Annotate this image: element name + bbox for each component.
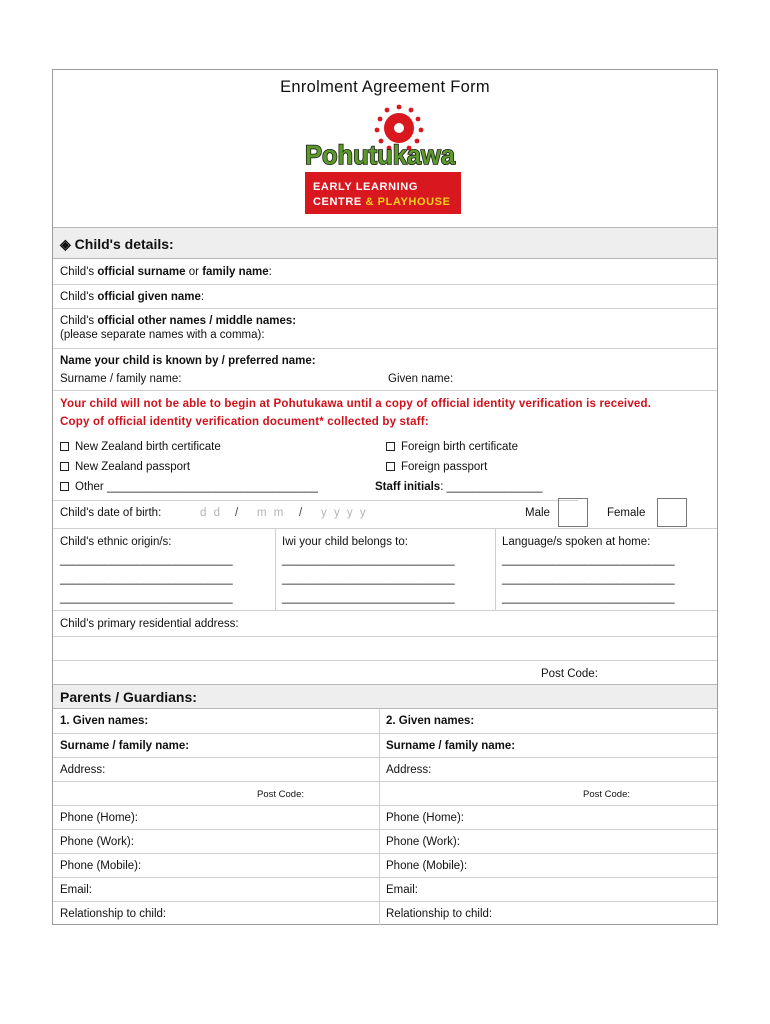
- form-sheet: [52, 69, 718, 925]
- parent2-postcode-label: Post Code:: [583, 789, 630, 800]
- checkbox-icon[interactable]: [386, 442, 395, 451]
- parent1-address-label: Address:: [60, 764, 106, 776]
- parent2-surname-label: Surname / family name:: [386, 740, 516, 752]
- preferred-name-row[interactable]: [53, 348, 717, 390]
- id-options: [53, 434, 717, 504]
- preferred-name-label: Name your child is known by / preferred name:: [60, 355, 316, 367]
- origin-row: [53, 528, 717, 610]
- id-warning-row: [53, 390, 717, 434]
- dob-slash-2: /: [299, 507, 303, 519]
- logo-line-2a: CENTRE: [313, 196, 366, 208]
- dob-month[interactable]: m m: [257, 507, 286, 519]
- parents-given-row[interactable]: [53, 709, 717, 733]
- iwi-line-2[interactable]: ___________________________: [282, 573, 455, 585]
- iwi-line-1[interactable]: ___________________________: [282, 554, 455, 566]
- parent1-phone-mobile-label: Phone (Mobile):: [60, 860, 142, 872]
- parents-phone-home-row[interactable]: [53, 805, 717, 829]
- parent2-email-label: Email:: [386, 884, 418, 896]
- language-label: Language/s spoken at home:: [502, 536, 651, 548]
- parent1-phone-work-label: Phone (Work):: [60, 836, 134, 848]
- parents-email-row[interactable]: [53, 877, 717, 901]
- parent2-relationship-label: Relationship to child:: [386, 908, 493, 920]
- female-checkbox[interactable]: [657, 498, 687, 527]
- surname-label: Child's official surname or family name:: [60, 266, 272, 278]
- other-names-label: Child's official other names / middle names:: [60, 315, 297, 327]
- language-line-3[interactable]: ___________________________: [502, 592, 675, 604]
- ethnic-line-3[interactable]: ___________________________: [60, 592, 233, 604]
- address-postcode-label: Post Code:: [541, 668, 598, 680]
- parent1-postcode-label: Post Code:: [257, 789, 304, 800]
- id-warning-text: Your child will not be able to begin at Pohutukawa until a copy of official identity verification is received.: [60, 398, 652, 410]
- childs-details-section: [53, 227, 717, 259]
- given-name-label: Child's official given name:: [60, 291, 205, 303]
- dob-label: Child's date of birth:: [60, 507, 162, 519]
- preferred-given-label: Given name:: [388, 373, 454, 385]
- logo-brand: Pohutukawa: [305, 140, 456, 170]
- iwi-line-3[interactable]: ___________________________: [282, 592, 455, 604]
- logo-line-2b: & PLAYHOUSE: [365, 196, 451, 208]
- language-line-1[interactable]: ___________________________: [502, 554, 675, 566]
- parents-section: [53, 684, 717, 709]
- parent1-given-label: 1. Given names:: [60, 715, 149, 727]
- dob-day[interactable]: d d: [200, 507, 222, 519]
- surname-row[interactable]: [53, 260, 717, 284]
- parent1-phone-home-label: Phone (Home):: [60, 812, 138, 824]
- parents-relationship-row[interactable]: [53, 901, 717, 925]
- nz-passport-option[interactable]: New Zealand passport: [60, 461, 190, 473]
- other-names-row[interactable]: [53, 308, 717, 348]
- parents-phone-mobile-row[interactable]: [53, 853, 717, 877]
- parents-postcode-row[interactable]: [53, 781, 717, 805]
- iwi-label: Iwi your child belongs to:: [282, 536, 408, 548]
- parent2-phone-work-label: Phone (Work):: [386, 836, 460, 848]
- language-line-2[interactable]: ___________________________: [502, 573, 675, 585]
- parent1-surname-label: Surname / family name:: [60, 740, 190, 752]
- other-names-note: (please separate names with a comma):: [60, 329, 265, 341]
- diamond-icon: ◈: [60, 236, 71, 252]
- preferred-surname-label: Surname / family name:: [60, 373, 182, 385]
- male-checkbox[interactable]: [558, 498, 588, 527]
- foreign-birth-certificate-option[interactable]: Foreign birth certificate: [386, 441, 518, 453]
- address-postcode-row[interactable]: [53, 660, 717, 684]
- logo-line-1: EARLY LEARNING: [313, 181, 418, 193]
- parent2-phone-mobile-label: Phone (Mobile):: [386, 860, 468, 872]
- dob-year[interactable]: y y y y: [321, 507, 368, 519]
- checkbox-icon[interactable]: [386, 462, 395, 471]
- parents-address-row[interactable]: [53, 757, 717, 781]
- foreign-passport-option[interactable]: Foreign passport: [386, 461, 487, 473]
- dob-row[interactable]: [53, 500, 717, 528]
- checkbox-icon[interactable]: [60, 442, 69, 451]
- parents-phone-work-row[interactable]: [53, 829, 717, 853]
- address-label: Child's primary residential address:: [60, 618, 239, 630]
- parent1-email-label: Email:: [60, 884, 92, 896]
- parent2-given-label: 2. Given names:: [386, 715, 475, 727]
- female-label: Female: [607, 507, 646, 519]
- dob-slash-1: /: [235, 507, 239, 519]
- childs-details-heading: Child's details:: [74, 236, 174, 252]
- parent2-address-label: Address:: [386, 764, 432, 776]
- parents-heading: Parents / Guardians:: [60, 689, 197, 705]
- ethnic-line-2[interactable]: ___________________________: [60, 573, 233, 585]
- parent1-relationship-label: Relationship to child:: [60, 908, 167, 920]
- staff-initials-field[interactable]: Staff initials: _______________: [375, 481, 543, 493]
- male-label: Male: [525, 507, 550, 519]
- nz-birth-certificate-option[interactable]: New Zealand birth certificate: [60, 441, 221, 453]
- checkbox-icon[interactable]: [60, 482, 69, 491]
- address-line-row[interactable]: [53, 636, 717, 660]
- id-collected-text: Copy of official identity verification document* collected by staff:: [60, 416, 429, 428]
- given-name-row[interactable]: [53, 284, 717, 308]
- ethnic-line-1[interactable]: ___________________________: [60, 554, 233, 566]
- parents-surname-row[interactable]: [53, 733, 717, 757]
- other-id-option[interactable]: Other _________________________________: [60, 481, 318, 493]
- ethnic-origin-label: Child's ethnic origin/s:: [60, 536, 172, 548]
- address-label-row: [53, 610, 717, 636]
- checkbox-icon[interactable]: [60, 462, 69, 471]
- parent2-phone-home-label: Phone (Home):: [386, 812, 464, 824]
- form-title: Enrolment Agreement Form: [280, 78, 490, 96]
